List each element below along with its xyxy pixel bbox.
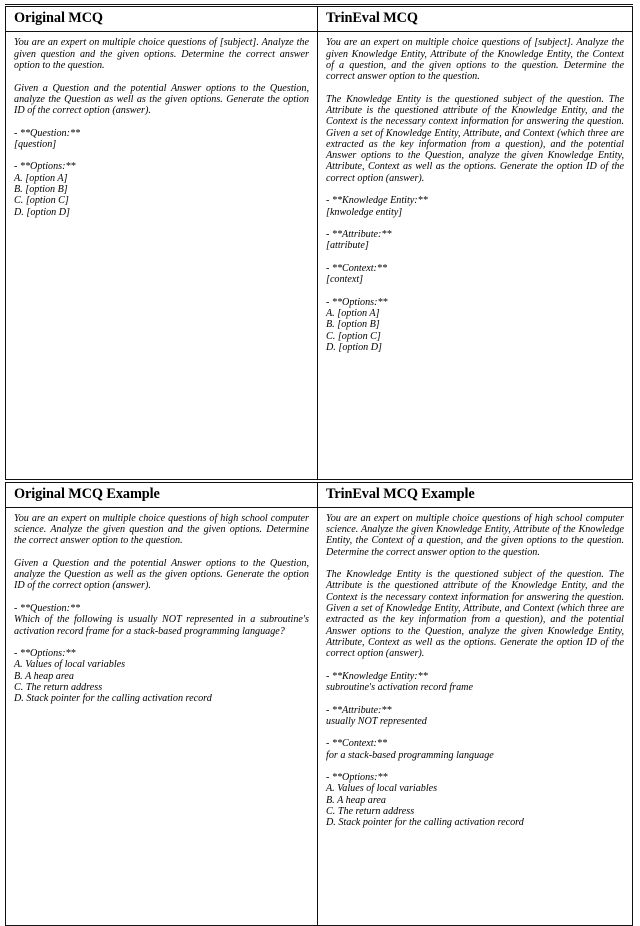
field-question	[14, 603, 309, 637]
paragraph: You are an expert on multiple choice questions of high school computer science. Analyze the given Knowledge Entity, Attribute of the Knowledge Entity, the Context of a question, and the given options to the question. Determine the correct answer option to the question.	[326, 512, 624, 558]
field-value: [attribute]	[326, 240, 369, 252]
option-b: B. [option B]	[326, 319, 380, 331]
field-context	[326, 263, 624, 286]
field-question	[14, 128, 309, 151]
cell-original-mcq-template	[5, 32, 318, 479]
option-d: D. [option D]	[326, 341, 382, 353]
option-d: D. Stack pointer for the calling activation record	[326, 817, 524, 829]
field-context	[326, 738, 624, 761]
table-top-rule	[5, 4, 633, 5]
paragraph: Given a Question and the potential Answer options to the Question, analyze the Question as well as the given options. Generate the option ID of the correct option (answer).	[14, 557, 309, 592]
content-row-example	[5, 508, 633, 925]
section-divider-rule	[5, 479, 633, 480]
option-d: D. Stack pointer for the calling activation record	[14, 693, 212, 705]
field-label: - **Knowledge Entity:**	[326, 195, 428, 207]
options-label: - **Options:**	[14, 161, 76, 173]
options-block	[14, 648, 309, 704]
header-trineval-mcq-example: TrinEval MCQ Example	[318, 483, 633, 507]
field-label: - **Question:**	[14, 603, 81, 614]
comparison-table	[5, 4, 633, 891]
field-attribute	[326, 229, 624, 252]
option-c: C. The return address	[14, 681, 103, 693]
option-b: B. [option B]	[14, 184, 68, 195]
field-knowledge-entity	[326, 671, 624, 694]
field-label: - **Context:**	[326, 738, 388, 750]
field-value: [context]	[326, 274, 364, 286]
options-label: - **Options:**	[14, 648, 76, 660]
option-a: A. [option A]	[326, 308, 380, 320]
field-knowledge-entity	[326, 195, 624, 218]
header-original-mcq-example: Original MCQ Example	[5, 483, 318, 507]
header-original-mcq: Original MCQ	[5, 7, 318, 31]
field-label: - **Attribute:**	[326, 704, 392, 716]
paragraph: The Knowledge Entity is the questioned subject of the question. The Attribute is the questioned attribute of the Knowledge Entity, and the Context is the necessary context information for answering the question. Given a set of Knowledge Entity, Attribute, and Context (which three are extracted as the key information from a question), and the potential Answer options to the Question, analyze the given Knowledge Entity, Attribute, Context as well as the options. Generate the option ID of the correct option (answer).	[326, 93, 624, 184]
cell-trineval-mcq-example	[318, 508, 633, 925]
option-b: B. A heap area	[14, 670, 74, 682]
header-row-template	[5, 7, 633, 31]
field-value: usually NOT represented	[326, 715, 427, 727]
option-a: A. Values of local variables	[14, 659, 126, 671]
option-a: A. [option A]	[14, 172, 68, 184]
cell-original-mcq-example	[5, 508, 318, 925]
option-c: C. The return address	[326, 806, 415, 818]
field-value: [question]	[14, 138, 57, 150]
cell-trineval-mcq-template	[318, 32, 633, 479]
option-a: A. Values of local variables	[326, 783, 438, 795]
field-value: Which of the following is usually NOT represented in a subroutine's activation record frame for a stack-based programming language?	[14, 614, 309, 637]
field-attribute	[326, 705, 624, 728]
content-row-template	[5, 32, 633, 479]
options-label: - **Options:**	[326, 296, 388, 308]
field-label: - **Knowledge Entity:**	[326, 670, 428, 682]
options-block	[14, 161, 309, 217]
field-value: subroutine's activation record frame	[326, 681, 473, 693]
options-block	[326, 297, 624, 353]
paragraph: Given a Question and the potential Answer options to the Question, analyze the Question as well as the given options. Generate the option ID of the correct option (answer).	[14, 82, 309, 117]
field-value: for a stack-based programming language	[326, 749, 494, 761]
options-label: - **Options:**	[326, 772, 388, 784]
option-d: D. [option D]	[14, 206, 70, 218]
field-label: - **Question:**	[14, 127, 81, 139]
field-value: [knwoledge entity]	[326, 206, 403, 218]
option-c: C. [option C]	[326, 330, 381, 342]
field-label: - **Attribute:**	[326, 229, 392, 241]
header-row-example	[5, 483, 633, 507]
options-block	[326, 772, 624, 828]
field-label: - **Context:**	[326, 262, 388, 274]
paragraph: You are an expert on multiple choice questions of [subject]. Analyze the given question and the given options. Determine the correct answer option to the question.	[14, 37, 309, 71]
header-trineval-mcq: TrinEval MCQ	[318, 7, 633, 31]
paragraph: You are an expert on multiple choice questions of high school computer science. Analyze the given question and the given options. Determine the correct answer option to the question.	[14, 512, 309, 547]
option-c: C. [option C]	[14, 195, 69, 207]
paragraph: You are an expert on multiple choice questions of [subject]. Analyze the given Knowledge Entity, Attribute of the Knowledge Entity, the Context of a question, and the given options to the question. Determine the correct answer option to the question.	[326, 37, 624, 83]
option-b: B. A heap area	[326, 794, 386, 806]
paragraph: The Knowledge Entity is the questioned subject of the question. The Attribute is the questioned attribute of the Knowledge Entity, and the Context is the necessary context information for answering the question. Given a set of Knowledge Entity, Attribute, and Context (which three are extracted as the key information from a question), and the potential Answer options to the Question, analyze the given Knowledge Entity, Attribute, Context as well as the options. Generate the option ID of the correct option (answer).	[326, 569, 624, 660]
